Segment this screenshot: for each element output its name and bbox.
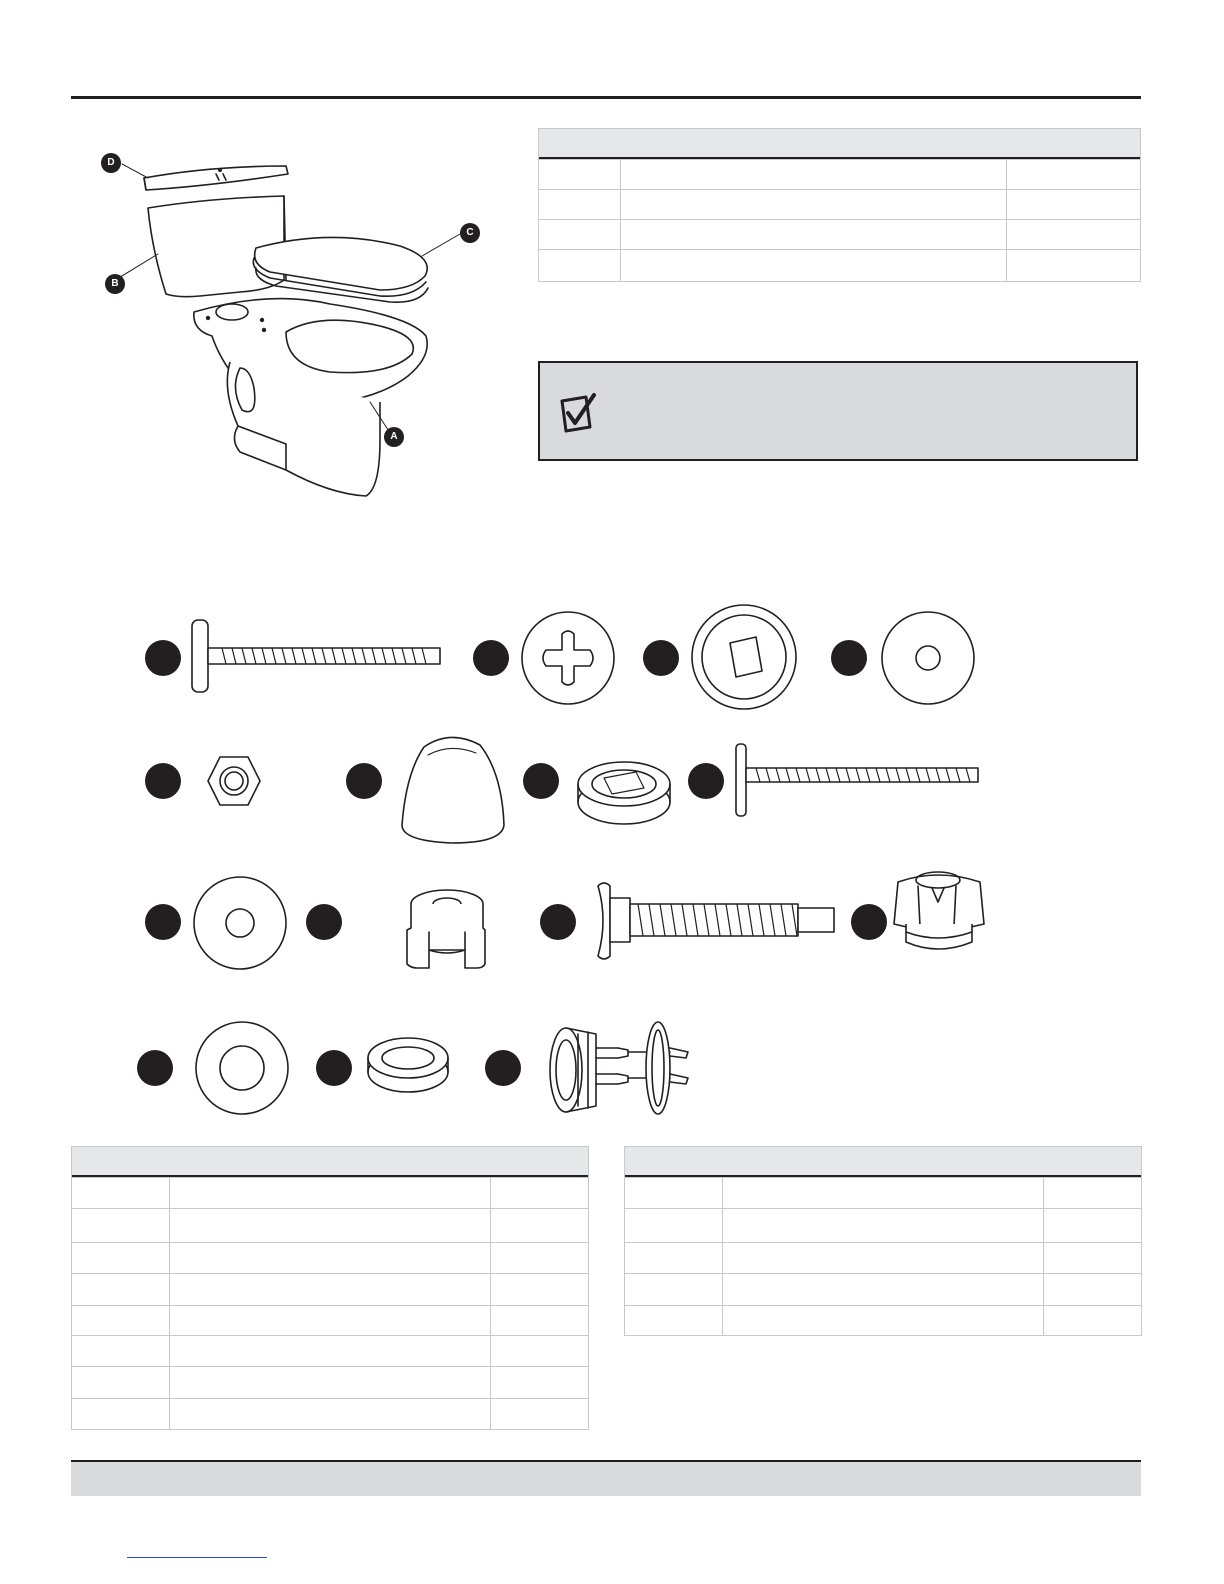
dual-flush-button-icon: [548, 1018, 698, 1120]
footer-bar: [71, 1460, 1141, 1496]
table-row: [72, 1177, 588, 1208]
hardware-callout-dot: [688, 763, 724, 799]
hardware-callout-dot: [346, 763, 382, 799]
cap-base-washer-icon: [574, 758, 674, 828]
square-hole-washer-icon: [690, 603, 798, 711]
hardware-callout-dot: [485, 1050, 521, 1086]
callout-a: [384, 427, 404, 447]
table-row: [72, 1366, 588, 1398]
table-row: [625, 1177, 1141, 1208]
table-row: [539, 219, 1140, 249]
table-row: [72, 1305, 588, 1335]
table-header: [72, 1147, 588, 1177]
table-header: [539, 129, 1140, 159]
callout-d-label: D: [107, 157, 115, 168]
table-header: [625, 1147, 1141, 1177]
hardware-callout-dot: [137, 1050, 173, 1086]
callout-b-label: B: [111, 278, 119, 289]
hardware-table-right: [624, 1146, 1142, 1336]
callout-c-label: C: [466, 227, 474, 238]
closet-bolt-icon: [190, 618, 450, 698]
hardware-callout-dot: [643, 640, 679, 676]
flat-washer-icon: [194, 1020, 290, 1116]
table-row: [539, 249, 1140, 281]
table-row: [72, 1242, 588, 1273]
tank-bolt-icon: [732, 742, 982, 818]
bolt-cap-icon: [398, 733, 508, 845]
hardware-callout-dot: [473, 640, 509, 676]
callout-c: [460, 223, 480, 243]
callout-b: [105, 274, 125, 294]
hex-nut-icon: [206, 753, 262, 809]
table-row: [539, 159, 1140, 189]
top-rule: [71, 96, 1141, 99]
rubber-gasket-icon: [365, 1036, 451, 1094]
package-contents-table: [538, 128, 1141, 282]
seat-bolt-icon: [592, 880, 836, 962]
table-row: [625, 1208, 1141, 1242]
table-row: [72, 1398, 588, 1429]
table-row: [625, 1305, 1141, 1335]
hardware-callout-dot: [145, 763, 181, 799]
hardware-callout-dot: [145, 904, 181, 940]
phillips-screw-head-icon: [520, 610, 616, 706]
hardware-callout-dot: [316, 1050, 352, 1086]
table-row: [625, 1242, 1141, 1273]
hardware-callout-dot: [540, 904, 576, 940]
note-box: [538, 361, 1138, 461]
hardware-callout-dot: [306, 904, 342, 940]
hardware-callout-dot: [831, 640, 867, 676]
hardware-callout-dot: [523, 763, 559, 799]
seat-nut-icon: [890, 868, 988, 956]
hardware-table-left: [71, 1146, 589, 1430]
round-washer-icon: [880, 610, 976, 706]
table-row: [72, 1335, 588, 1366]
wing-nut-icon: [405, 888, 489, 972]
large-washer-icon: [192, 875, 288, 971]
footer-link[interactable]: [127, 1557, 267, 1558]
hardware-callout-dot: [145, 640, 181, 676]
callout-a-label: A: [390, 431, 398, 442]
table-row: [72, 1273, 588, 1305]
table-row: [539, 189, 1140, 219]
callout-d: [101, 153, 121, 173]
table-row: [625, 1273, 1141, 1305]
checkbox-check-icon: [558, 393, 598, 433]
toilet-exploded-diagram: [90, 140, 550, 540]
table-row: [72, 1208, 588, 1242]
hardware-callout-dot: [851, 904, 887, 940]
